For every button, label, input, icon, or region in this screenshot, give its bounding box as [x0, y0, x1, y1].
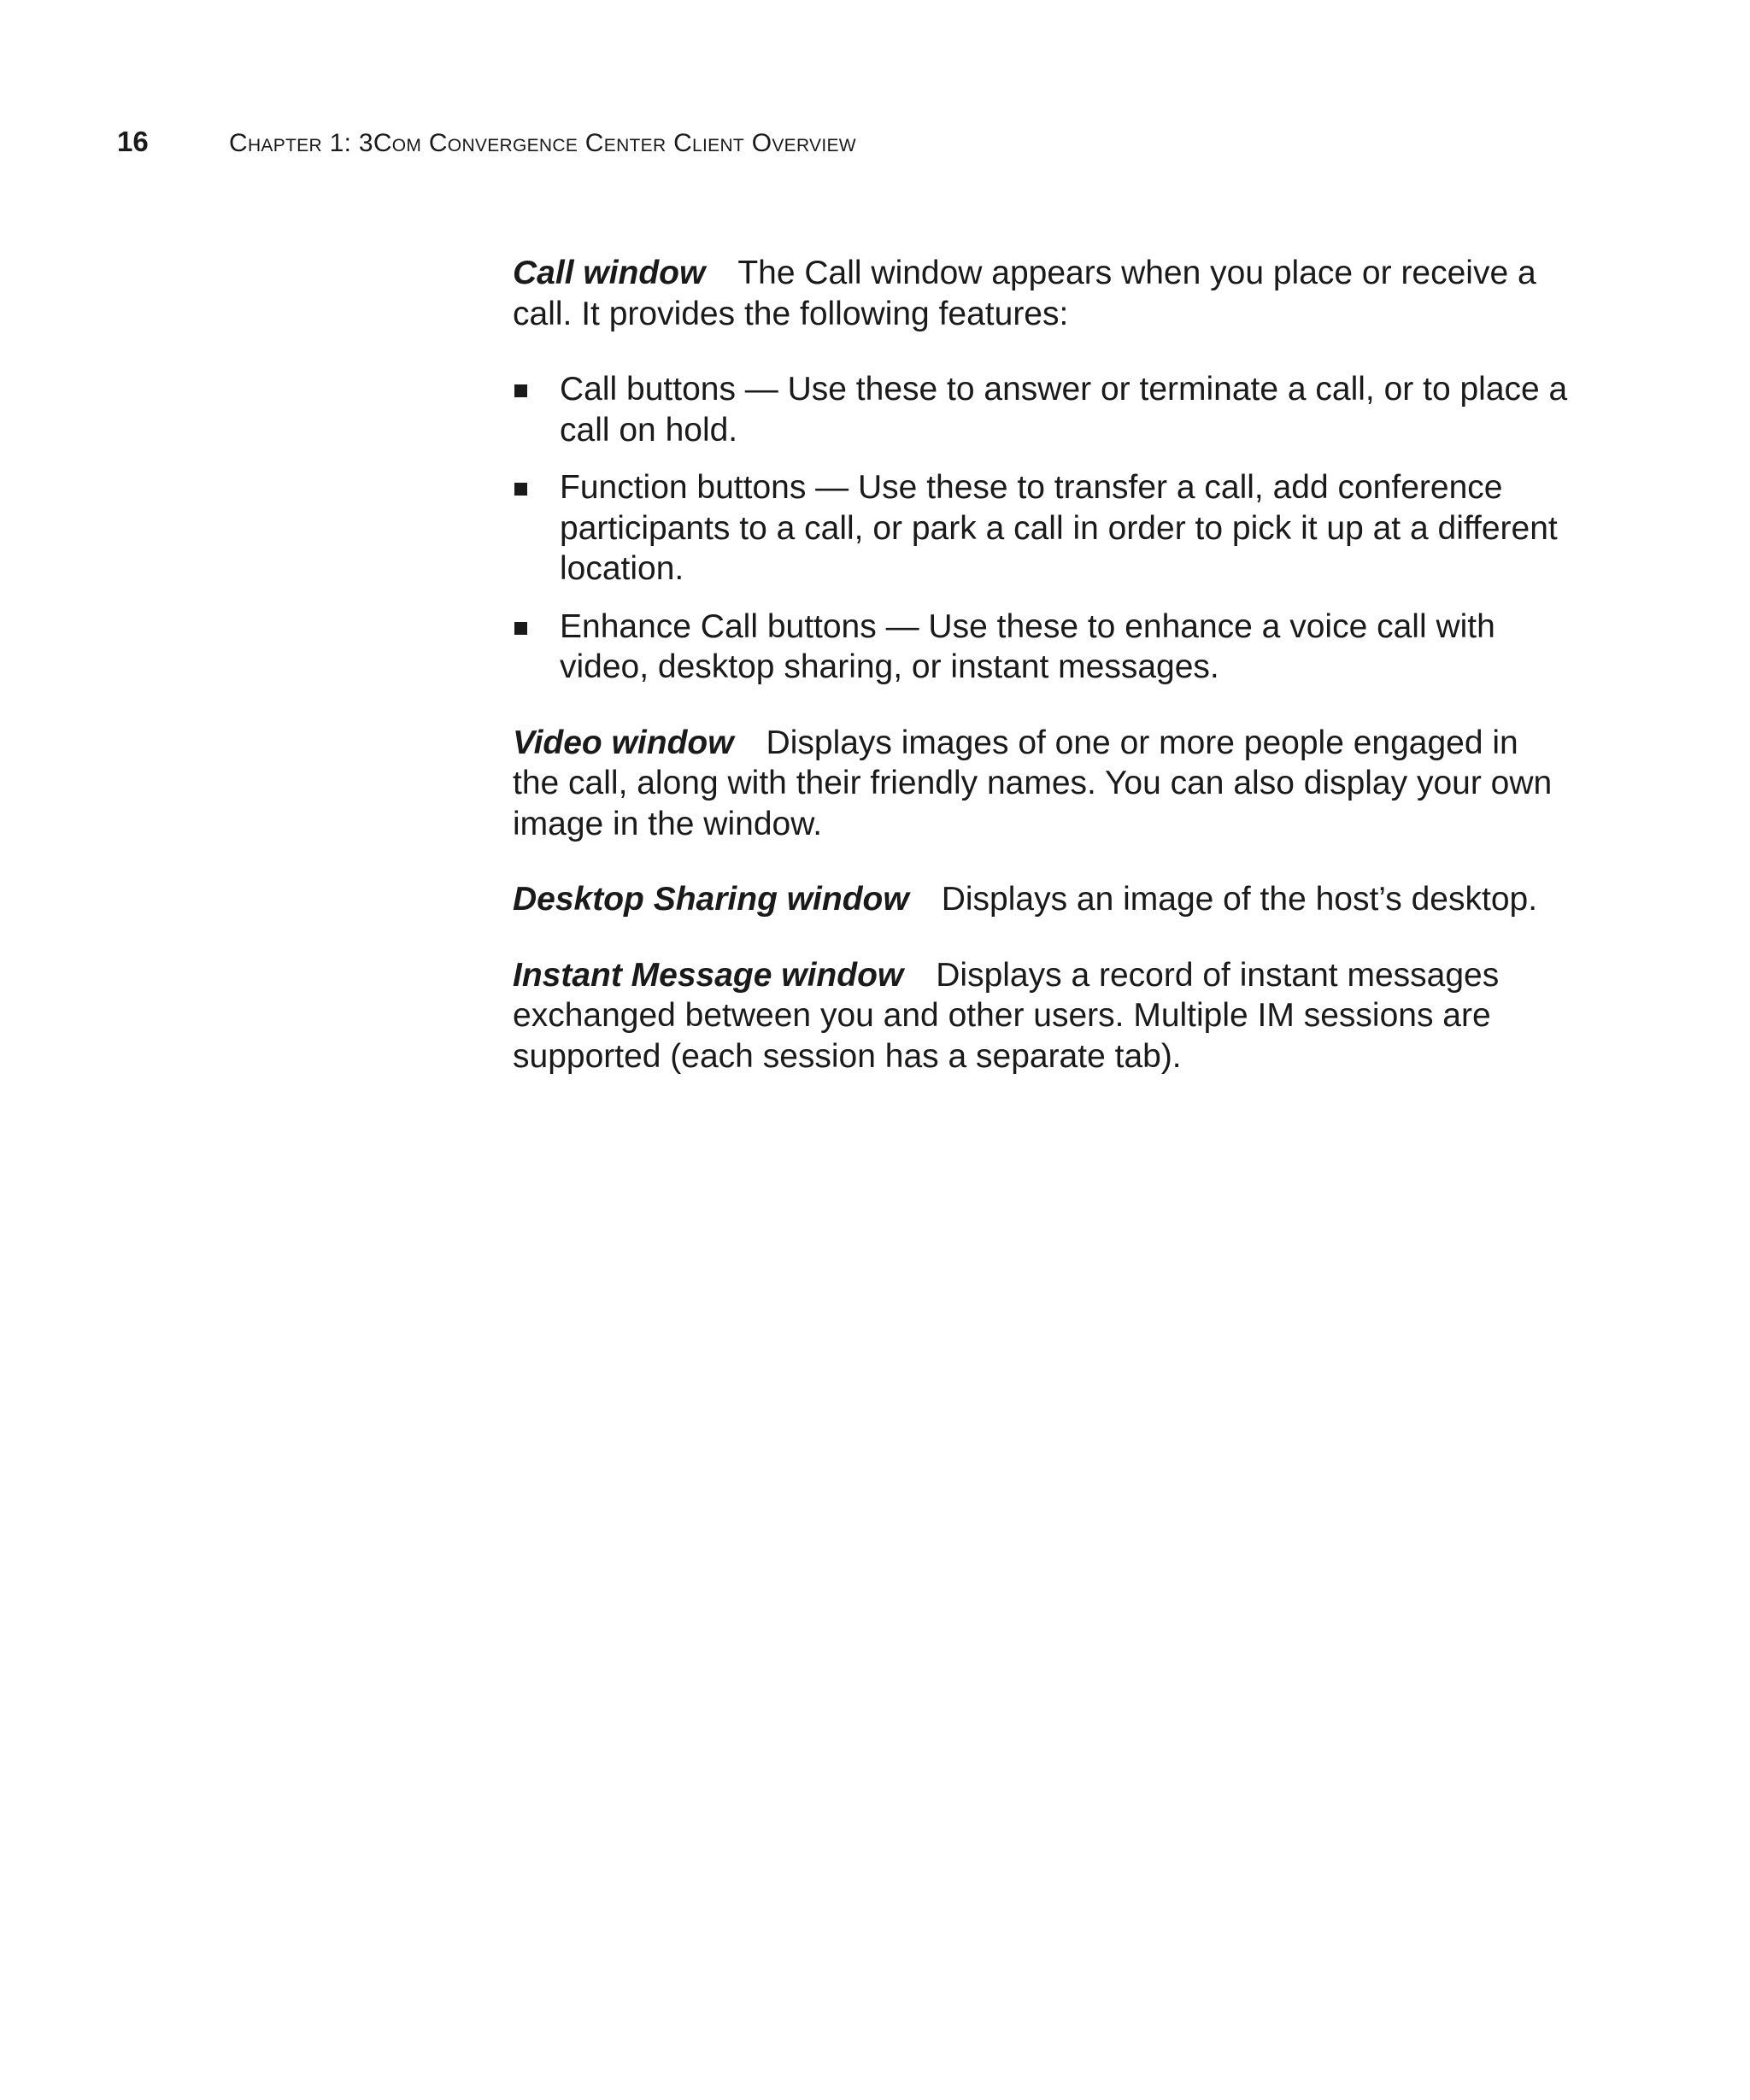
list-item: [513, 467, 1572, 590]
video-window-term: Video window: [513, 724, 734, 761]
chapter-title: Chapter 1: 3Com Convergence Center Client Overview: [229, 129, 856, 157]
instant-message-window-description: Displays a record of instant messages exchanged between you and other users. Multiple IM sessions are supported (each session has a separate tab).: [513, 956, 1500, 1075]
call-window-description: The Call window appears when you place or receive a call. It provides the following features:: [513, 255, 1536, 332]
page-number: 16: [117, 126, 149, 157]
square-bullet-icon: [514, 384, 527, 397]
desktop-sharing-window-term: Desktop Sharing window: [513, 881, 909, 918]
call-window-feature-list: [513, 369, 1572, 688]
call-window-paragraph: [513, 253, 1572, 334]
list-item: [513, 369, 1572, 450]
running-header: [117, 125, 856, 159]
instant-message-window-paragraph: [513, 955, 1572, 1077]
page-body: [513, 253, 1572, 1112]
call-window-term: Call window: [513, 255, 706, 291]
list-item-text: Call buttons — Use these to answer or terminate a call, or to place a call on hold.: [560, 371, 1568, 449]
desktop-sharing-window-description: Displays an image of the host’s desktop.: [941, 881, 1538, 918]
video-window-description: Displays images of one or more people engaged in the call, along with their friendly names. You can also display your own image in the window.: [513, 724, 1553, 842]
instant-message-window-term: Instant Message window: [513, 956, 904, 994]
list-item-text: Enhance Call buttons — Use these to enhance a voice call with video, desktop sharing, or instant messages.: [560, 607, 1495, 685]
square-bullet-icon: [514, 483, 527, 496]
list-item: [513, 607, 1572, 688]
list-item-text: Function buttons — Use these to transfer a call, add conference participants to a call, or park a call in order to pick it up at a different location.: [560, 469, 1558, 587]
desktop-sharing-window-paragraph: [513, 879, 1572, 920]
video-window-paragraph: [513, 723, 1572, 845]
square-bullet-icon: [514, 622, 527, 635]
